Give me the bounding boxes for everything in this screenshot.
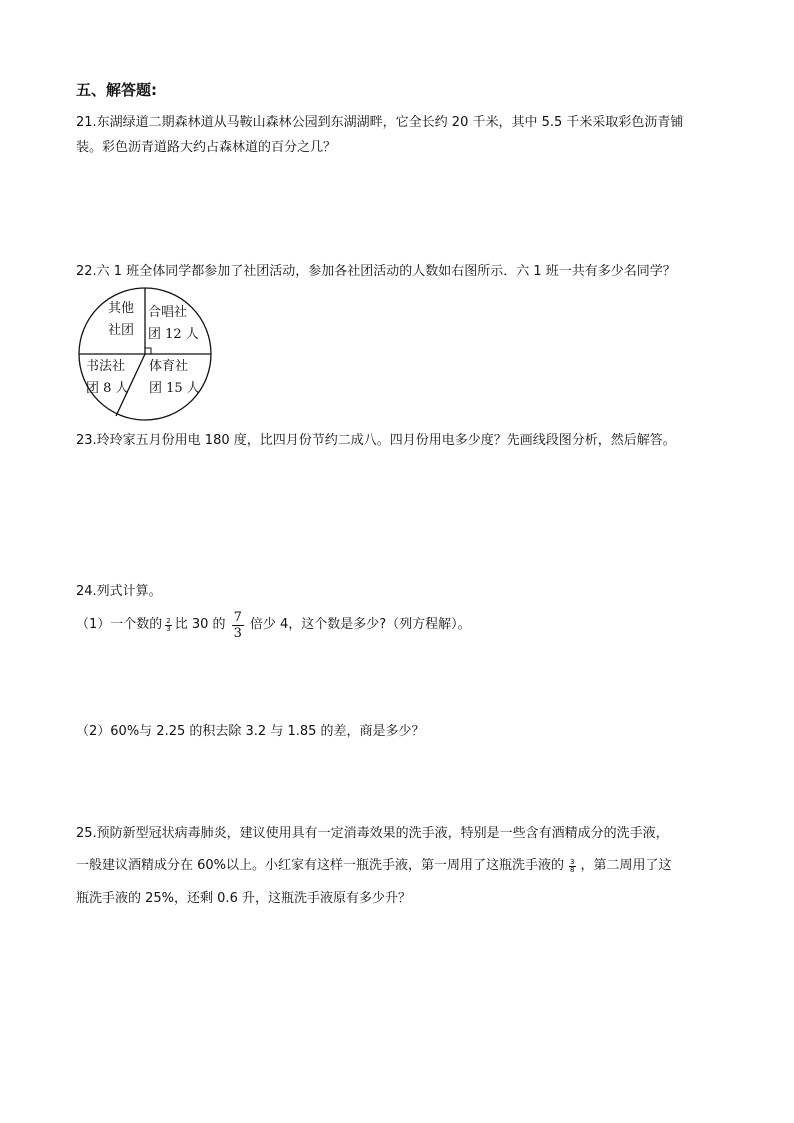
pie-label-calligraphy-line1: 书法社 <box>86 359 126 374</box>
pie-label-choir-line2: 团 12 人 <box>148 327 199 342</box>
q25-line2-text-b: ，第二周用了这 <box>580 858 672 873</box>
fraction-denominator: 8 <box>570 865 575 874</box>
q24-part1-text-a: （1）一个数的 <box>76 617 163 632</box>
q21-line1: 21.东湖绿道二期森林道从马鞍山森林公园到东湖湖畔，它全长约 20 千米，其中 5.5 千米采取彩色沥青铺 <box>76 115 684 130</box>
q24-part2: （2）60%与 2.25 的积去除 3.2 与 1.85 的差，商是多少？ <box>76 724 425 739</box>
q24-part1-text-c: 倍少 4，这个数是多少?（列方程解）。 <box>249 617 471 632</box>
q25-line3: 瓶洗手液的 25%，还剩 0.6 升，这瓶洗手液原有多少升？ <box>76 891 411 906</box>
q21-line2: 装。彩色沥青道路大约占森林道的百分之几？ <box>76 140 337 155</box>
q23-text: 23.玲玲家五月份用电 180 度，比四月份节约二成八。四月份用电多少度？先画线段图分析，然后解答。 <box>76 433 676 448</box>
pie-label-other-line2: 社团 <box>108 323 135 338</box>
q22-text: 22.六 1 班全体同学都参加了社团活动，参加各社团活动的人数如右图所示．六 1 班一共有多少名同学？ <box>76 264 676 279</box>
fraction-numerator: 3 <box>570 857 575 866</box>
right-angle-marker <box>145 348 151 354</box>
q24-part1-text-b: 比 30 的 <box>174 617 226 632</box>
pie-label-choir <box>148 302 199 346</box>
pie-label-choir-line1: 合唱社 <box>148 305 188 320</box>
pie-label-other <box>108 298 134 342</box>
pie-label-sports <box>149 356 200 400</box>
pie-label-calligraphy-line2: 团 8 人 <box>86 381 129 396</box>
pie-chart <box>78 287 218 423</box>
fraction-numerator: 7 <box>233 609 242 625</box>
fraction-three-eighths <box>569 859 575 874</box>
fraction-seven-thirds <box>232 611 244 640</box>
q25-line2-text-a: 一般建议酒精成分在 60%以上。小红家有这样一瓶洗手液，第一周用了这瓶洗手液的 <box>76 858 565 873</box>
fraction-numerator: 2 <box>166 616 171 625</box>
fraction-denominator: 3 <box>233 625 242 641</box>
q25-line2 <box>76 852 672 880</box>
fraction-denominator: 3 <box>166 624 171 633</box>
q24-title: 24.列式计算。 <box>76 584 162 599</box>
pie-label-calligraphy <box>86 356 129 400</box>
q24-part1 <box>76 607 471 643</box>
pie-label-sports-line2: 团 15 人 <box>149 381 200 396</box>
pie-label-other-line1: 其他 <box>108 301 135 316</box>
q25-line1: 25.预防新型冠状病毒肺炎，建议使用具有一定消毒效果的洗手液，特别是一些含有酒精成分的洗手液， <box>76 826 669 841</box>
pie-label-sports-line1: 体育社 <box>149 359 189 374</box>
section-title: 五、解答题: <box>76 81 157 99</box>
fraction-two-thirds <box>165 618 171 633</box>
